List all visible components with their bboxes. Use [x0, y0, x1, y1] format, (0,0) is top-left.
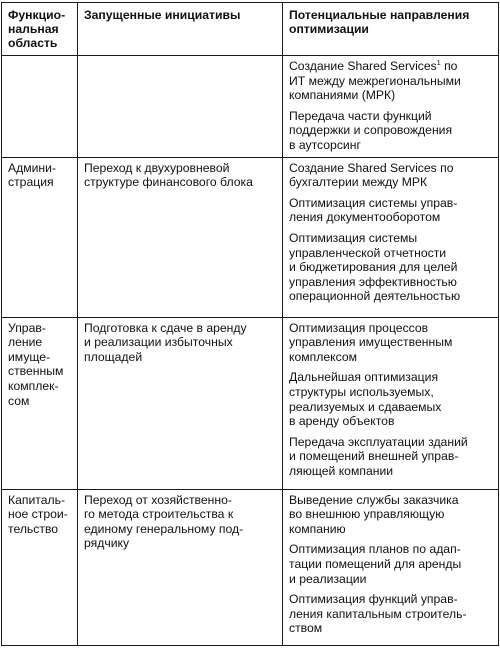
initiatives-table	[1, 2, 499, 646]
direction-item: Создание Shared Services по бухгалтерии между МРК	[289, 160, 454, 190]
cell-directions	[283, 56, 499, 158]
direction-item: Выведение службы заказчика во внешнюю управляющую компанию	[289, 492, 459, 536]
cell-directions	[283, 489, 499, 645]
cell-initiative: Переход к двухуровневой структуре финансового блока	[78, 157, 283, 317]
direction-item: Оптимизация системы управ- ления документооборотом	[289, 195, 458, 225]
direction-item: Оптимизация функций управ- ления капитальным строитель- ством	[289, 592, 467, 636]
cell-directions	[283, 317, 499, 489]
table-row	[2, 157, 499, 317]
cell-initiative	[78, 56, 283, 158]
direction-item: Оптимизация планов по адап- тации помещений для аренды и реализации	[289, 542, 462, 586]
cell-area	[2, 56, 78, 158]
cell-initiative: Подготовка к сдаче в аренду и реализации избыточных площадей	[78, 317, 283, 489]
table-header-row	[2, 3, 499, 56]
cell-initiative: Переход от хозяйственно- го метода строительства к единому генеральному под- рядчику	[78, 489, 283, 645]
table-row	[2, 317, 499, 489]
cell-area: Управ- ление имуще- ственным комплек- сом	[2, 317, 78, 489]
cell-area: Капиталь- ное строи- тельство	[2, 489, 78, 645]
header-launched-initiatives: Запущенные инициативы	[78, 3, 283, 56]
header-optimization-directions: Потенциальные направления оптимизации	[283, 3, 499, 56]
table-row	[2, 489, 499, 645]
direction-item: Создание Shared Services$^1$ по ИТ между межрегиональными компаниями (МРК)	[289, 59, 461, 103]
header-functional-area: Функцио- нальная область	[2, 3, 78, 56]
table-row	[2, 56, 499, 158]
direction-item: Оптимизация процессов управления имущественным комплексом	[289, 320, 453, 364]
cell-directions	[283, 157, 499, 317]
footnote-marker: 1	[436, 60, 441, 67]
direction-item: Оптимизация системы управленческой отчетности и бюджетирования для целей управления эффективностью операционной деятельностью	[289, 230, 461, 304]
direction-item: Передача части функций поддержки и сопровождения в аутсорсинг	[289, 108, 453, 152]
direction-item: Передача эксплуатации зданий и помещений внешней управ- ляющей компании	[289, 434, 468, 478]
cell-area: Админи- страция	[2, 157, 78, 317]
direction-item: Дальнейшая оптимизация структуры используемых, реализуемых и сдаваемых в аренду объектов	[289, 370, 442, 429]
